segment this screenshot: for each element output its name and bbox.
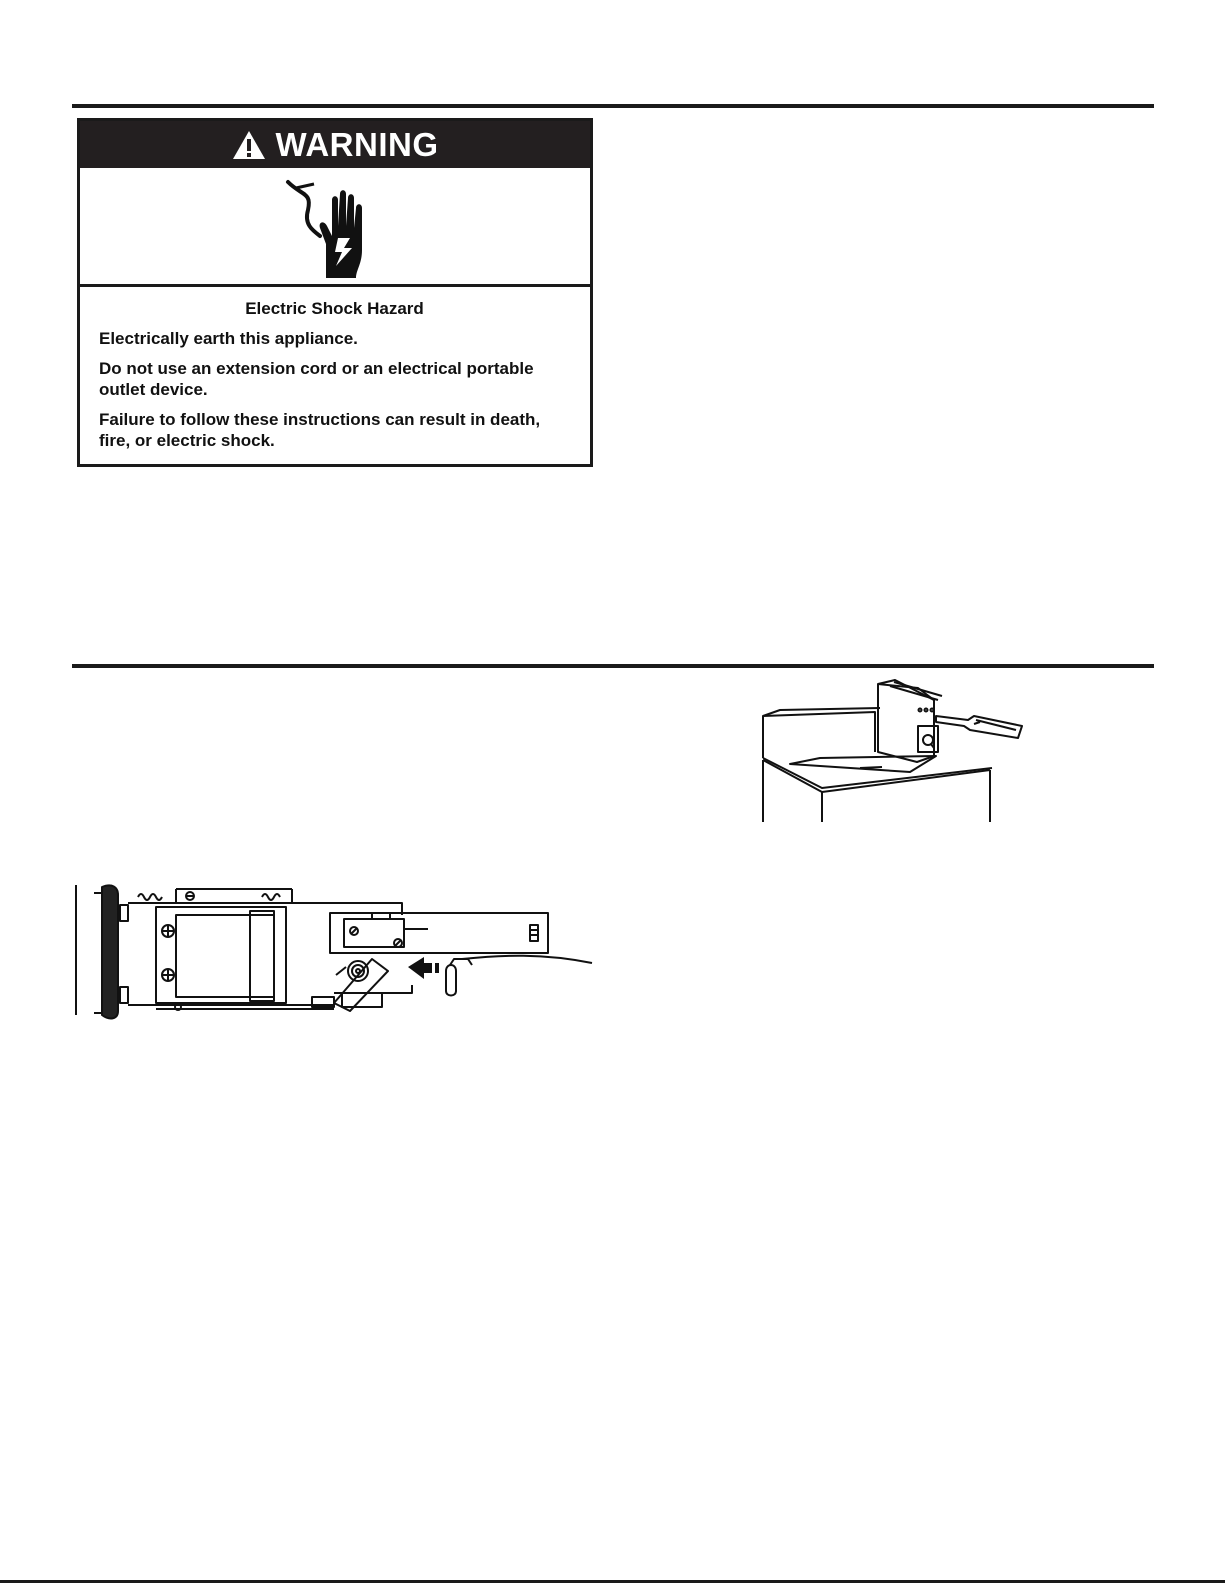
- hazard-heading: Electric Shock Hazard: [245, 299, 424, 318]
- page-bottom-rule: [0, 1580, 1225, 1583]
- hazard-icon-area: [80, 168, 590, 287]
- section-divider-top: [72, 104, 1154, 108]
- warning-header: [80, 121, 590, 168]
- warning-box: [77, 118, 593, 467]
- warning-line-failure: Failure to follow these instructions can result in death, fire, or electric shock.: [99, 410, 541, 450]
- electric-shock-hand-icon: [280, 174, 380, 284]
- section-divider-middle: [72, 664, 1154, 668]
- warning-line-extension-cord: Do not use an extension cord or an electrical portable outlet device.: [99, 359, 534, 399]
- washer-meter-case-illustration: [760, 670, 1050, 825]
- coin-slide-mechanism-illustration: [72, 875, 602, 1025]
- alert-triangle-icon: [232, 130, 266, 160]
- warning-line-earth: Electrically earth this appliance.: [99, 329, 358, 348]
- warning-title: WARNING: [275, 125, 439, 163]
- warning-body: [80, 287, 590, 451]
